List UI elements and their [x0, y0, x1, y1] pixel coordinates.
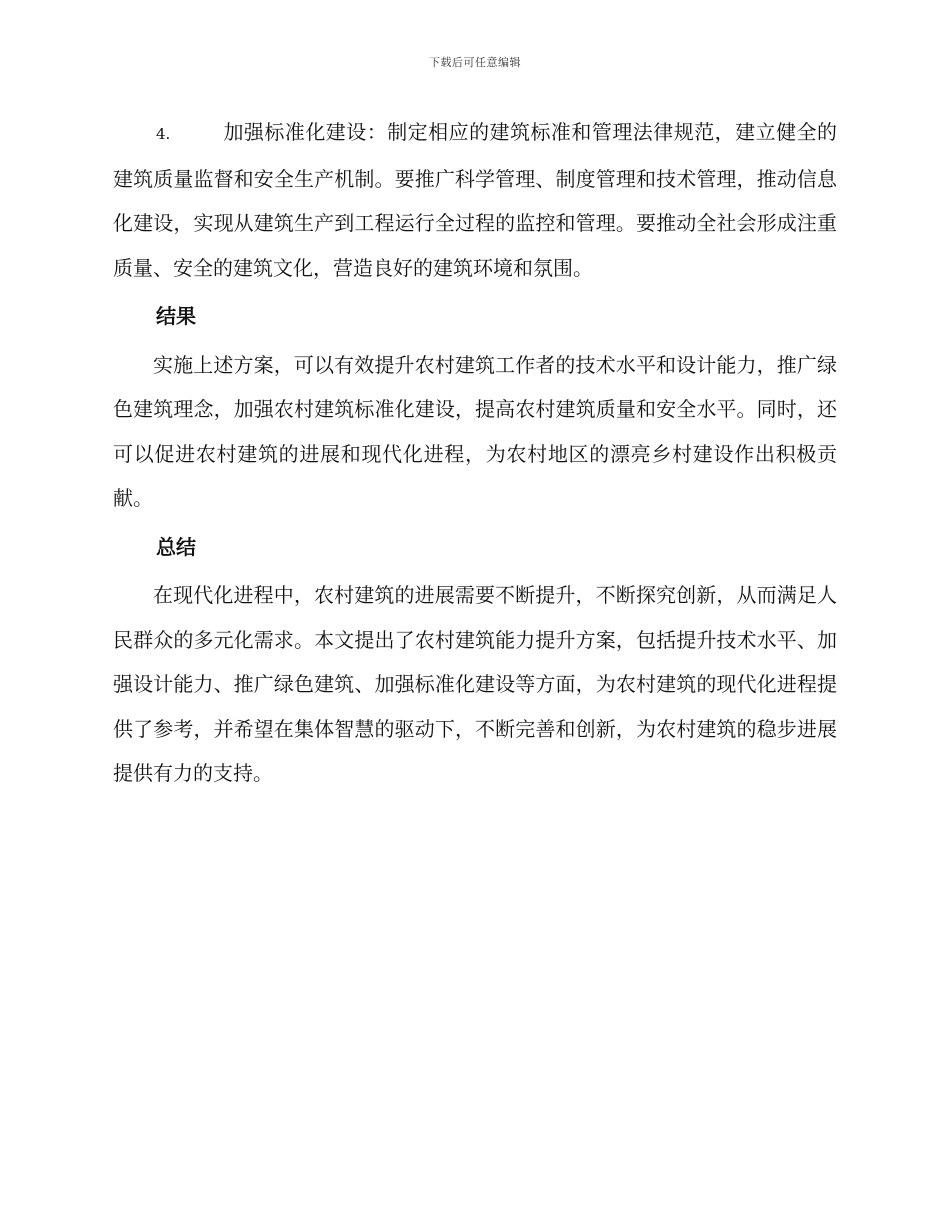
list-item-4: [113, 110, 837, 290]
document-body: [113, 110, 837, 796]
section-body-results: 实施上述方案，可以有效提升农村建筑工作者的技术水平和设计能力，推广绿色建筑理念，加强农村建筑标准化建设，提高农村建筑质量和安全水平。同时，还可以促进农村建筑的进展和现代化进程，为农村地区的漂亮乡村建设作出积极贡献。: [113, 352, 837, 510]
section-heading-summary: 总结: [156, 534, 196, 559]
section-body-summary: 在现代化进程中，农村建筑的进展需要不断提升，不断探究创新，从而满足人民群众的多元化需求。本文提出了农村建筑能力提升方案，包括提升技术水平、加强设计能力、推广绿色建筑、加强标准化建设等方面，为农村建筑的现代化进程提供了参考，并希望在集体智慧的驱动下，不断完善和创新，为农村建筑的稳步进展提供有力的支持。: [113, 583, 837, 785]
list-item-text: 加强标准化建设：制定相应的建筑标准和管理法律规范，建立健全的建筑质量监督和安全生产机制。要推广科学管理、制度管理和技术管理，推动信息化建设，实现从建筑生产到工程运行全过程的监控和管理。要推动全社会形成注重质量、安全的建筑文化，营造良好的建筑环境和氛围。: [113, 120, 837, 280]
header-note: 下载后可任意编辑: [429, 56, 521, 69]
section-heading-results: 结果: [156, 304, 196, 328]
list-number: 4.: [156, 125, 171, 143]
